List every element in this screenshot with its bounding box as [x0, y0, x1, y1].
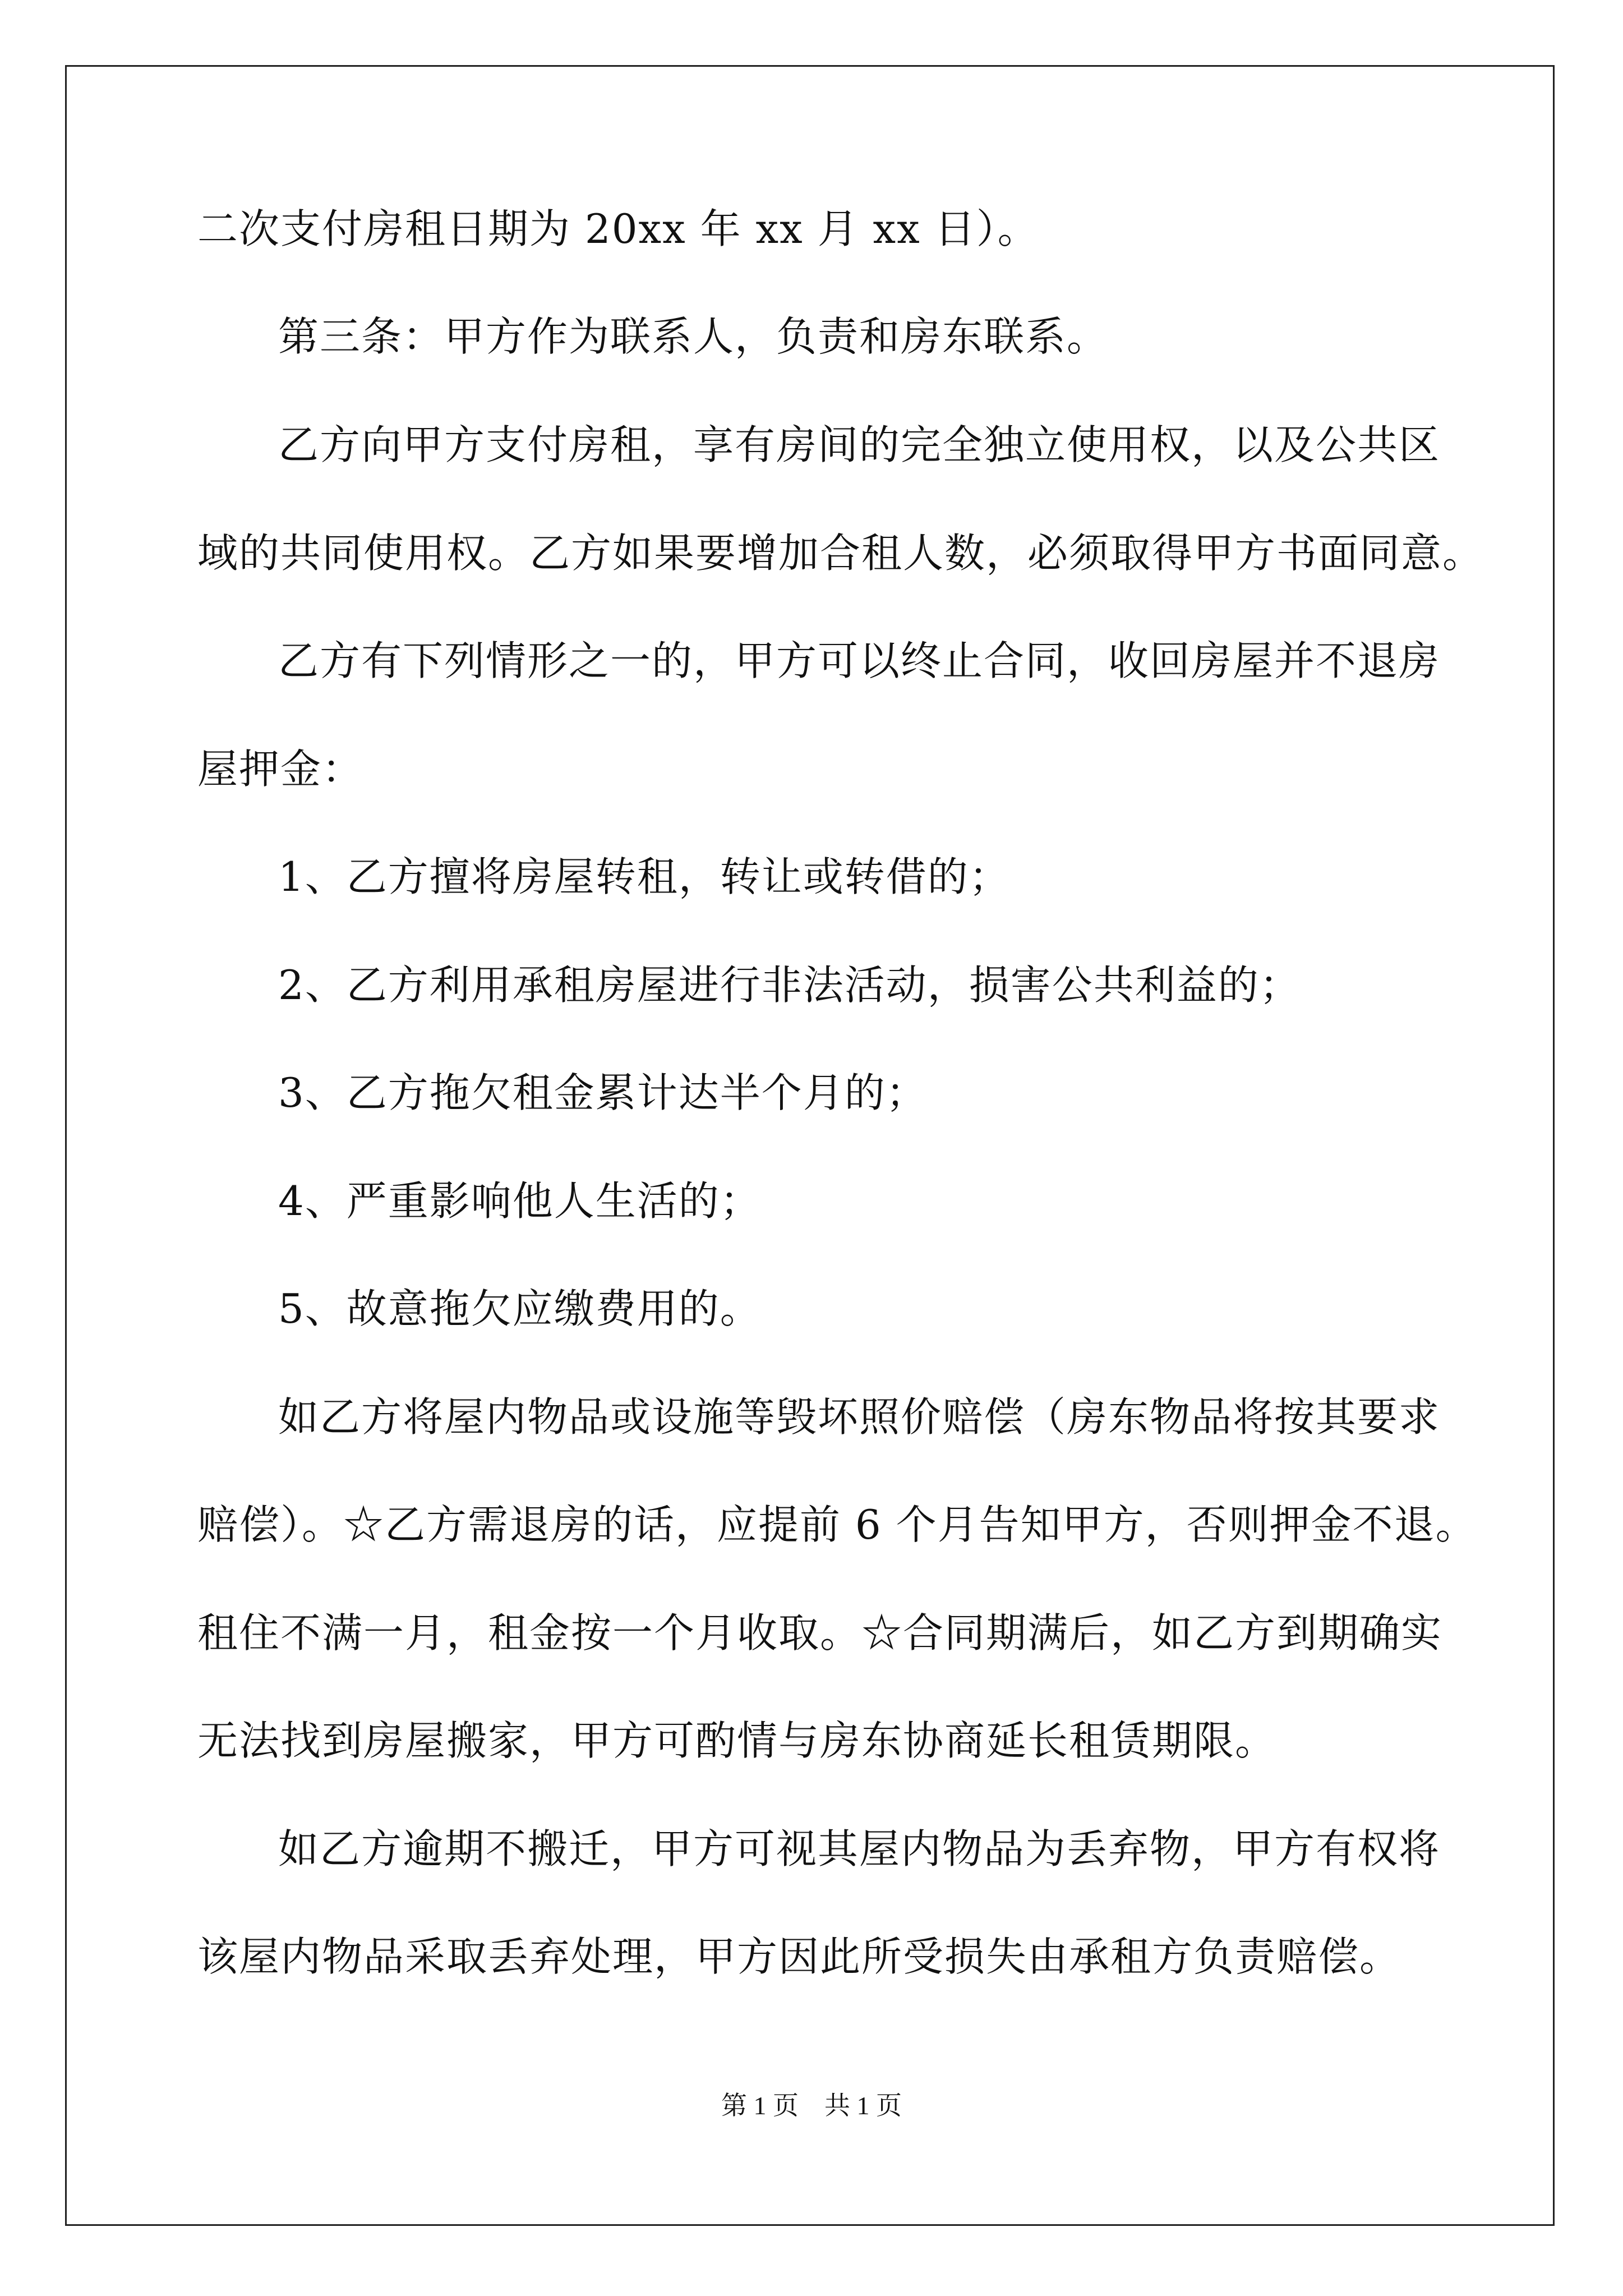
- paragraph-line: 域的共同使用权。乙方如果要增加合租人数，必须取得甲方书面同意。: [197, 530, 1484, 577]
- paragraph-line: 如乙方将屋内物品或设施等毁坏照价赔偿（房东物品将按其要求: [278, 1393, 1441, 1441]
- paragraph-line: 如乙方逾期不搬迁，甲方可视其屋内物品为丢弃物，甲方有权将: [278, 1825, 1441, 1872]
- paragraph-line: 乙方向甲方支付房租，享有房间的完全独立使用权，以及公共区: [278, 421, 1441, 468]
- paragraph-line: 二次支付房租日期为 20xx 年 xx 月 xx 日）。: [197, 205, 1039, 252]
- page-footer: 第 1 页 共 1 页: [721, 2091, 902, 2120]
- list-item: 5、故意拖欠应缴费用的。: [278, 1285, 762, 1332]
- list-item: 4、严重影响他人生活的；: [278, 1177, 762, 1225]
- paragraph-line: 屋押金：: [197, 746, 364, 793]
- list-item: 2、乙方利用承租房屋进行非法活动，损害公共利益的；: [278, 961, 1301, 1009]
- paragraph-line: 无法找到房屋搬家，甲方可酌情与房东协商延长租赁期限。: [197, 1717, 1277, 1764]
- list-item: 1、乙方擅将房屋转租，转让或转借的；: [278, 853, 1011, 900]
- paragraph-line: 该屋内物品采取丢弃处理，甲方因此所受损失由承租方负责赔偿。: [197, 1933, 1401, 1980]
- page-border: [65, 65, 1555, 2226]
- paragraph-line: 乙方有下列情形之一的，甲方可以终止合同，收回房屋并不退房: [278, 637, 1441, 684]
- paragraph-line: 第三条：甲方作为联系人，负责和房东联系。: [278, 313, 1109, 360]
- list-item: 3、乙方拖欠租金累计达半个月的；: [278, 1069, 928, 1116]
- paragraph-line: 租住不满一月，租金按一个月收取。☆合同期满后，如乙方到期确实: [197, 1609, 1443, 1657]
- paragraph-line: 赔偿）。☆乙方需退房的话，应提前 6 个月告知甲方，否则押金不退。: [197, 1501, 1477, 1548]
